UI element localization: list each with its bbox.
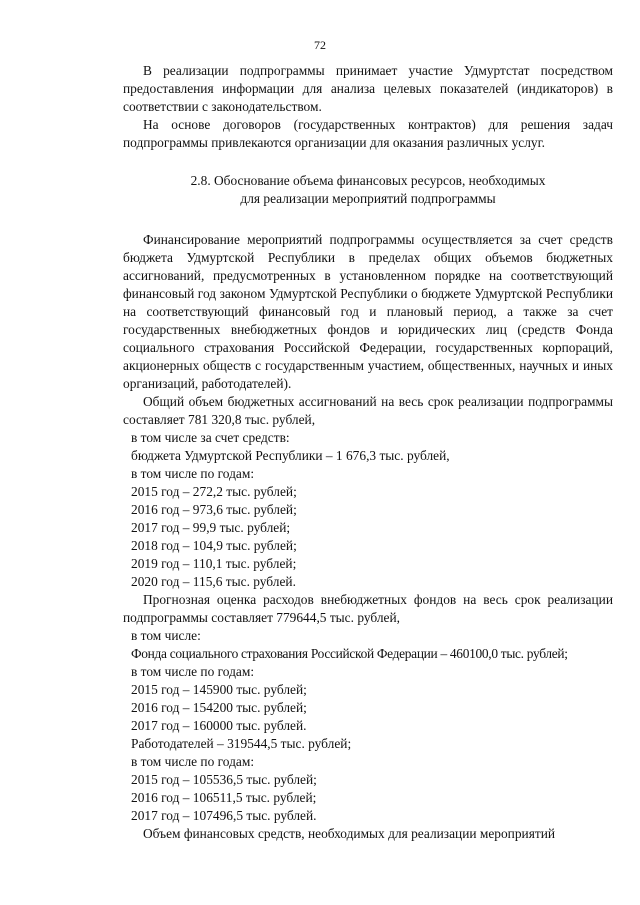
list-line: в том числе за счет средств: <box>131 430 290 445</box>
list-line: 2020 год – 115,6 тыс. рублей. <box>131 574 296 589</box>
section-heading <box>123 172 613 208</box>
list-line: 2018 год – 104,9 тыс. рублей; <box>131 538 297 553</box>
list-line: 2016 год – 106511,5 тыс. рублей; <box>131 790 317 805</box>
budget-breakdown-list <box>123 429 613 591</box>
document-body <box>123 62 613 843</box>
list-line: в том числе: <box>131 628 201 643</box>
paragraph-contracts: На основе договоров (государственных контрактов) для решения задач подпрограммы привлекаются организации для оказания различных услуг. <box>123 117 613 150</box>
list-line: в том числе по годам: <box>131 664 255 679</box>
list-line: 2015 год – 272,2 тыс. рублей; <box>131 484 297 499</box>
list-line: 2016 год – 154200 тыс. рублей; <box>131 700 307 715</box>
paragraph-financing-sources: Финансирование мероприятий подпрограммы осуществляется за счет средств бюджета Удмуртской Республики в пределах общих объемов бюджетных ассигнований, предусмотренных в установленном порядке на соответствующий финансовый год законом Удмуртской Республики о бюджете Удмуртской Республики на соответствующий финансовый год и плановый период, а также за счет государственных внебюджетных фондов и юридических лиц (средств Фонда социального страхования Российской Федерации, государственных корпораций, акционерных обществ с государственным участием, общественных, научных и иных организаций, работодателей). <box>123 232 613 391</box>
paragraph-rosstat: В реализации подпрограммы принимает участие Удмуртстат посредством предоставления информации для анализа целевых показателей (индикаторов) в соответствии с законодательством. <box>123 63 613 114</box>
section-heading-line-1: 2.8. Обоснование объема финансовых ресурсов, необходимых <box>190 173 546 188</box>
list-line: Фонда социального страхования Российской Федерации – 460100,0 тыс. рублей; <box>131 646 568 661</box>
list-line: Работодателей – 319544,5 тыс. рублей; <box>131 736 352 751</box>
section-heading-line-2: для реализации мероприятий подпрограммы <box>240 191 496 206</box>
list-line: бюджета Удмуртской Республики – 1 676,3 тыс. рублей, <box>131 448 450 463</box>
paragraph-extrabudgetary-estimate: Прогнозная оценка расходов внебюджетных фондов на весь срок реализации подпрограммы составляет 779644,5 тыс. рублей, <box>123 592 613 625</box>
list-line: 2016 год – 973,6 тыс. рублей; <box>131 502 297 517</box>
list-line: 2017 год – 99,9 тыс. рублей; <box>131 520 291 535</box>
list-line: 2015 год – 105536,5 тыс. рублей; <box>131 772 317 787</box>
paragraph-total-budget: Общий объем бюджетных ассигнований на весь срок реализации подпрограммы составляет 781 320,8 тыс. рублей, <box>123 394 613 427</box>
list-line: 2017 год – 107496,5 тыс. рублей. <box>131 808 317 823</box>
list-line: 2017 год – 160000 тыс. рублей. <box>131 718 307 733</box>
list-line: 2015 год – 145900 тыс. рублей; <box>131 682 307 697</box>
funds-breakdown-list <box>123 627 613 825</box>
paragraph-financial-volume: Объем финансовых средств, необходимых для реализации мероприятий <box>143 826 556 841</box>
list-line: 2019 год – 110,1 тыс. рублей; <box>131 556 297 571</box>
list-line: в том числе по годам: <box>131 754 255 769</box>
page-number: 72 <box>314 38 326 52</box>
list-line: в том числе по годам: <box>131 466 255 481</box>
